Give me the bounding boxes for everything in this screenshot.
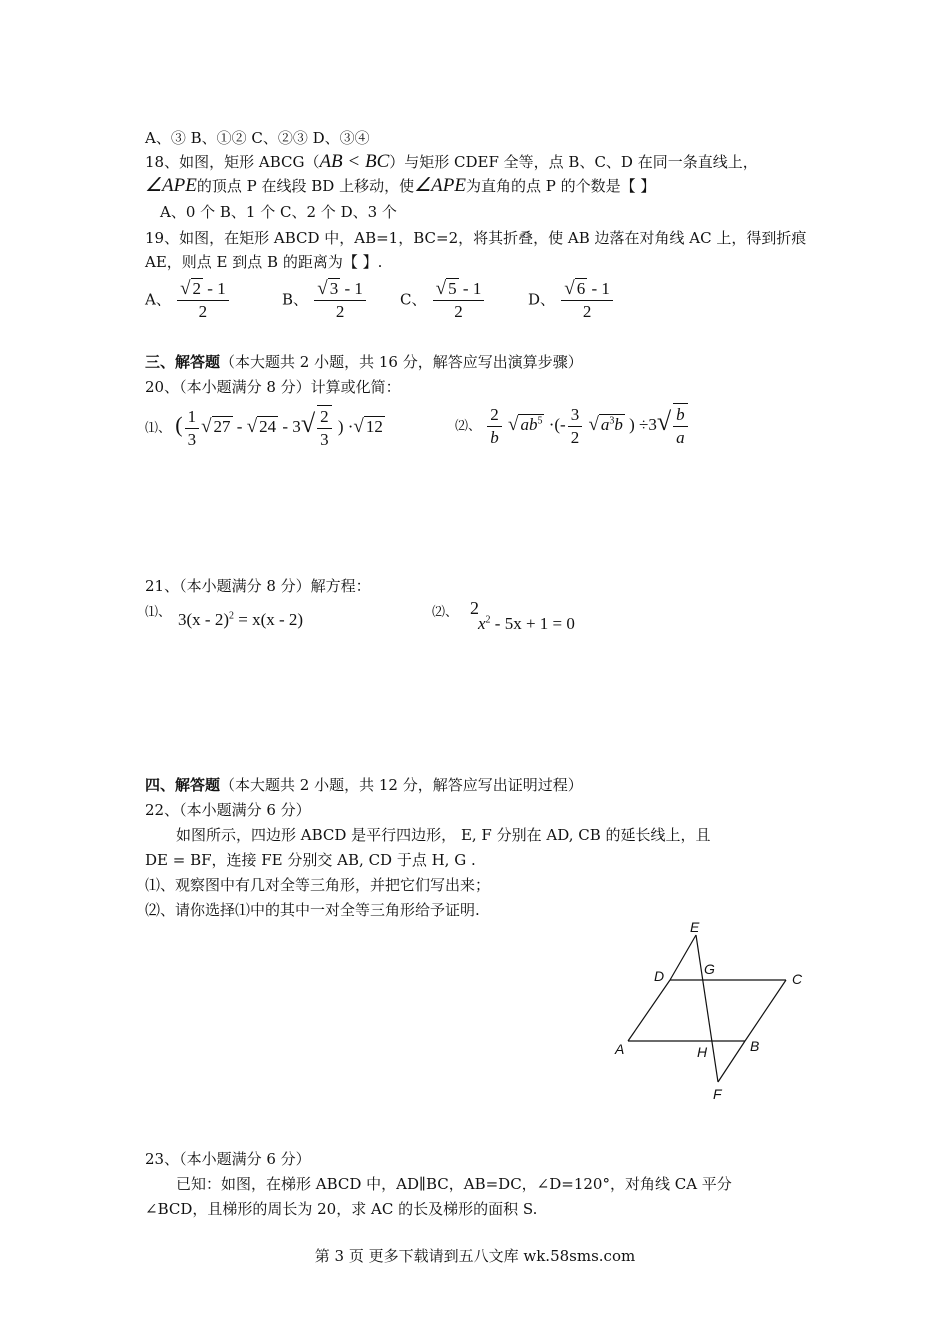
q20-title: 20、（本小题满分 8 分）计算或化简： [145,378,401,396]
q19-option-a: A、 $\frac{√ 2 - 1}{2}$ [145,278,231,323]
q19-option-b: B、 $\frac{√ 3 - 1}{2}$ [282,278,368,323]
q22-part2: ⑵、请你选择⑴中的其中一对全等三角形给予证明. [145,901,480,919]
section-4-heading: 四、解答题（本大题共 2 小题，共 12 分，解答应写出证明过程） [145,776,583,794]
q18-math-angle1: ∠APE [145,175,197,196]
q19-line2: AE，则点 E 到点 B 的距离为【 】. [145,253,383,271]
q21-part1-eq: 3(x - 2)$^2$ = x(x - 2) [178,610,304,629]
q22-title: 22、（本小题满分 6 分） [145,801,311,819]
q18-line2-b: 为直角的点 P 的个数是【 】 [465,177,656,195]
q18-math-angle2: ∠APE [414,175,466,196]
label-h: H [697,1044,708,1060]
q21-part2-label: ⑵、 [432,605,459,620]
q23-line2: ∠BCD，且梯形的周长为 20，求 AC 的长及梯形的面积 S. [145,1200,538,1218]
q22-line2: DE = BF，连接 FE 分别交 AB, CD 于点 H, G . [145,851,476,869]
q21-part2-eq: $x^2 - 5x + 1 = 0$ [478,614,575,633]
q18-math-ab-bc: AB < BC [319,151,390,172]
q20-part2: ⑵、 $\frac{2}{b}$ √ $ab^5$ ·(- $\frac{3}{2}$ √ $a^3b$ ) ÷3√ $\frac{b}{a}$ [455,403,690,449]
q18-line1-b: ）与矩形 CDEF 全等，点 B、C、D 在同一条直线上， [389,153,758,171]
q19-option-d: D、 $\frac{√ 6 - 1}{2}$ [528,278,615,323]
q22-part1: ⑴、观察图中有几对全等三角形，并把它们写出来； [145,876,491,894]
q23-line1: 已知：如图，在梯形 ABCD 中，AD∥BC，AB=DC，∠D=120°，对角线 CA 平分 [176,1175,732,1193]
section-3-heading: 三、解答题（本大题共 2 小题，共 16 分，解答应写出演算步骤） [145,353,583,371]
q19-option-c: C、 $\frac{√ 5 - 1}{2}$ [400,278,486,323]
label-d: D [654,968,665,984]
q23-title: 23、（本小题满分 6 分） [145,1150,311,1168]
side-cb [745,980,786,1041]
extension-bf [718,1041,745,1082]
q21-part1-label: ⑴、 [145,605,172,620]
q18-options: A、0 个 B、1 个 C、2 个 D、3 个 [160,203,397,221]
label-b: B [750,1038,760,1054]
q20-part1: ⑴、 ( $\frac{1}{3}$ √ 27 - √ 24 - 3√ $\frac{2}{3}$ ) ·√ 12 [145,406,383,449]
label-f: F [713,1086,722,1102]
q17-options: A、③ B、①② C、②③ D、③④ [145,129,370,147]
q18-line2 [145,176,655,196]
q21-part2-coef: 2 [470,598,479,618]
q18-line1 [145,152,758,172]
page-footer: 第 3 页 更多下载请到五八文库 wk.58sms.com [314,1247,636,1265]
label-c: C [792,971,803,987]
parallelogram-figure [600,915,820,1110]
q19-line1: 19、如图，在矩形 ABCD 中，AB=1，BC=2，将其折叠，使 AB 边落在对角线 AC 上，得到折痕 [145,229,807,247]
side-ad [628,980,670,1041]
q18-line1-a: 18、如图，矩形 ABCG（ [145,153,320,171]
q21-title: 21、（本小题满分 8 分）解方程： [145,577,371,595]
label-a: A [615,1041,625,1057]
q18-line2-a: 的顶点 P 在线段 BD 上移动，使 [196,177,415,195]
label-g: G [704,961,715,977]
extension-de [670,935,696,980]
q22-line1: 如图所示，四边形 ABCD 是平行四边形， E, F 分别在 AD, CB 的延长线上，且 [176,826,711,844]
label-e: E [690,919,700,935]
